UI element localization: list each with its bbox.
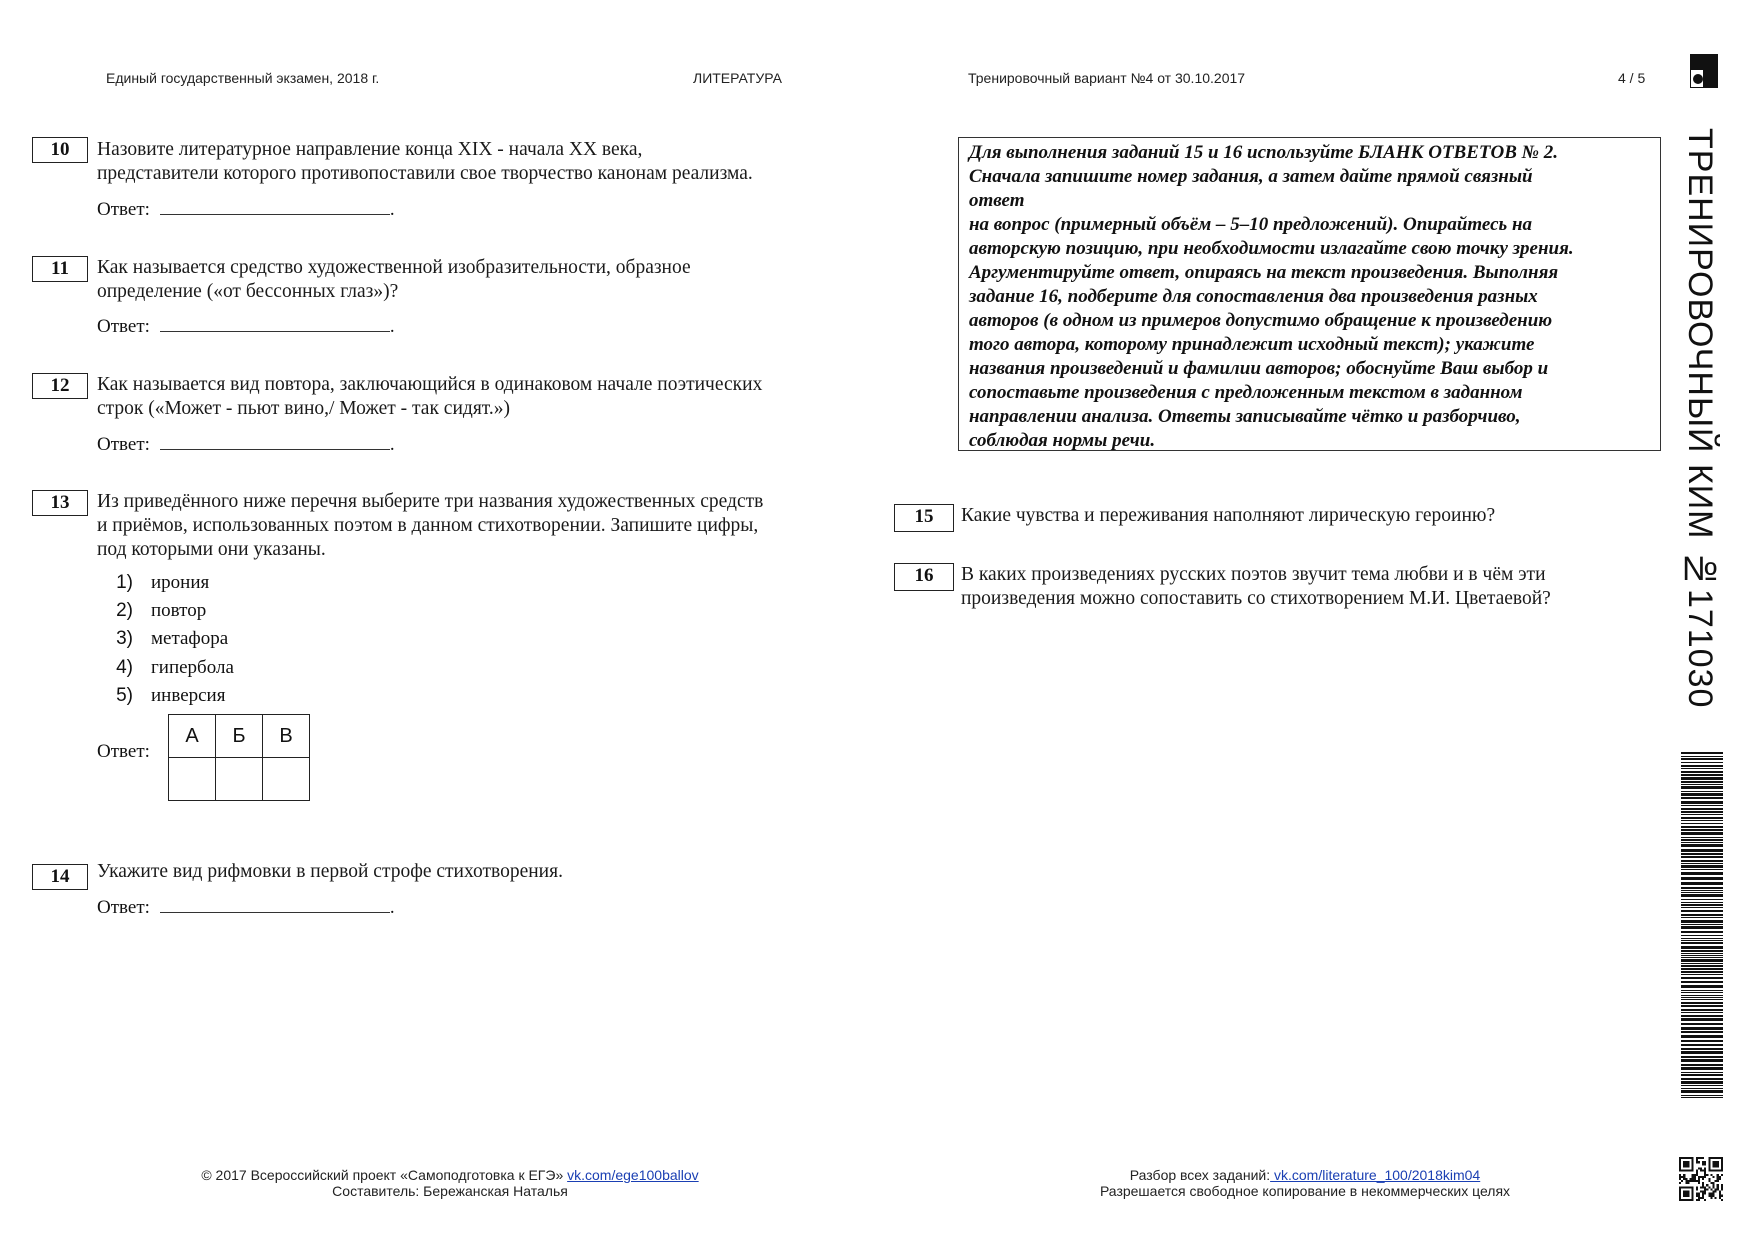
grid-cell-a[interactable]: [169, 758, 216, 801]
task-10-line: представители которого противопоставили свое творчество канонам реализма.: [97, 163, 753, 184]
task-number-14: 14: [32, 864, 88, 890]
task-11-question: [97, 256, 691, 304]
grid-header-v: В: [263, 715, 310, 758]
task-13-line: и приёмов, использованных поэтом в данном стихотворении. Запишите цифры,: [97, 515, 759, 536]
header-page-number: 4 / 5: [1618, 70, 1646, 86]
task-14-answer: Ответ: .: [97, 897, 395, 918]
answer-line[interactable]: [160, 314, 390, 332]
task-number-15: 15: [894, 504, 954, 532]
task-12-question: [97, 373, 762, 421]
task-11-answer: Ответ: .: [97, 316, 395, 337]
footer-right: [1000, 1167, 1610, 1199]
answer-line[interactable]: [160, 895, 390, 913]
instruction-line: авторскую позицию, при необходимости излагайте свою точку зрения.: [969, 238, 1574, 259]
answer-label: Ответ:: [97, 199, 150, 220]
task-12-answer: Ответ: .: [97, 434, 395, 455]
answer-grid: [168, 714, 310, 801]
grid-cell-b[interactable]: [216, 758, 263, 801]
instruction-line: задание 16, подберите для сопоставления два произведения разных: [969, 286, 1538, 307]
option-item: 4) гипербола: [116, 657, 234, 678]
task-13-question: [97, 490, 763, 562]
header-variant: Тренировочный вариант №4 от 30.10.2017: [968, 70, 1246, 86]
task-15-question: [961, 504, 1495, 528]
task-11-line: Как называется средство художественной изобразительности, образное: [97, 257, 691, 278]
instruction-line: Для выполнения заданий 15 и 16 используйте БЛАНК ОТВЕТОВ № 2.: [969, 142, 1559, 163]
task-number-12: 12: [32, 373, 88, 399]
task-12-line: Как называется вид повтора, заключающийся в одинаковом начале поэтических: [97, 374, 763, 395]
answer-label: Ответ:: [97, 897, 150, 918]
option-item: 5) инверсия: [116, 685, 226, 706]
side-title: ТРЕНИРОВОЧНЫЙ КИМ №171030: [1681, 128, 1719, 709]
task-15-line: Какие чувства и переживания наполняют лирическую героиню?: [961, 505, 1496, 526]
instruction-line: авторов (в одном из примеров допустимо обращение к произведению: [969, 310, 1553, 331]
task-11-line: определение («от бессонных глаз»)?: [97, 281, 399, 302]
answer-label: Ответ:: [97, 434, 150, 455]
instruction-line: сопоставьте произведения с предложенным текстом в заданном: [969, 382, 1523, 403]
instruction-line: Сначала запишите номер задания, а затем дайте прямой связный: [969, 166, 1533, 187]
footer-left: [150, 1167, 750, 1199]
instruction-line: ответ: [969, 190, 1025, 211]
qr-code-icon: [1679, 1157, 1723, 1201]
grid-cell-v[interactable]: [263, 758, 310, 801]
corner-marker-icon: [1690, 54, 1718, 88]
task-number-16: 16: [894, 563, 954, 591]
task-number-13: 13: [32, 490, 88, 516]
task-14-question: [97, 860, 563, 884]
footer-copy-note: Разрешается свободное копирование в некоммерческих целях: [1099, 1183, 1511, 1199]
option-item: 1) ирония: [116, 572, 210, 593]
instruction-line: названия произведений и фамилии авторов; обоснуйте Ваш выбор и: [969, 358, 1549, 379]
grid-header-b: Б: [216, 715, 263, 758]
instruction-line: на вопрос (примерный объём – 5–10 предложений). Опирайтесь на: [969, 214, 1533, 235]
task-10-question: [97, 138, 753, 186]
instruction-line: направлении анализа. Ответы записывайте чётко и разборчиво,: [969, 406, 1521, 427]
instruction-line: того автора, которому принадлежит исходный текст); укажите: [969, 334, 1535, 355]
footer-author: Составитель: Бережанская Наталья: [332, 1183, 568, 1199]
barcode-icon: [1681, 752, 1723, 1098]
instructions-box: [958, 137, 1661, 451]
instruction-line: Аргументируйте ответ, опираясь на текст произведения. Выполняя: [969, 262, 1559, 283]
task-number-11: 11: [32, 256, 88, 282]
task-10-line: Назовите литературное направление конца XIX - начала XX века,: [97, 139, 643, 160]
answer-label: Ответ:: [97, 316, 150, 337]
task-13-line: Из приведённого ниже перечня выберите три названия художественных средств: [97, 491, 764, 512]
answer-line[interactable]: [160, 197, 390, 215]
answer-line[interactable]: [160, 432, 390, 450]
task-14-line: Укажите вид рифмовки в первой строфе стихотворения.: [97, 861, 563, 882]
footer-copyright: © 2017 Всероссийский проект «Самоподготовка к ЕГЭ»: [201, 1167, 564, 1183]
task-13-answer-label: Ответ:: [97, 741, 150, 762]
task-16-question: [961, 563, 1551, 611]
grid-header-a: А: [169, 715, 216, 758]
option-item: 2) повтор: [116, 600, 207, 621]
instruction-line: соблюдая нормы речи.: [969, 430, 1156, 451]
footer-left-link[interactable]: vk.com/ege100ballov: [567, 1167, 699, 1183]
task-10-answer: Ответ: .: [97, 199, 395, 220]
header-exam-title: Единый государственный экзамен, 2018 г.: [106, 70, 380, 86]
task-12-line: строк («Может - пьют вино,/ Может - так сидят.»): [97, 398, 510, 419]
header-subject: ЛИТЕРАТУРА: [693, 70, 782, 86]
task-16-line: В каких произведениях русских поэтов звучит тема любви и в чём эти: [961, 564, 1546, 585]
task-13-line: под которыми они указаны.: [97, 539, 326, 560]
task-number-10: 10: [32, 137, 88, 163]
option-item: 3) метафора: [116, 628, 229, 649]
task-16-line: произведения можно сопоставить со стихотворением М.И. Цветаевой?: [961, 588, 1551, 609]
footer-right-link[interactable]: vk.com/literature_100/2018kim04: [1270, 1167, 1481, 1183]
footer-analysis-label: Разбор всех заданий:: [1129, 1167, 1271, 1183]
